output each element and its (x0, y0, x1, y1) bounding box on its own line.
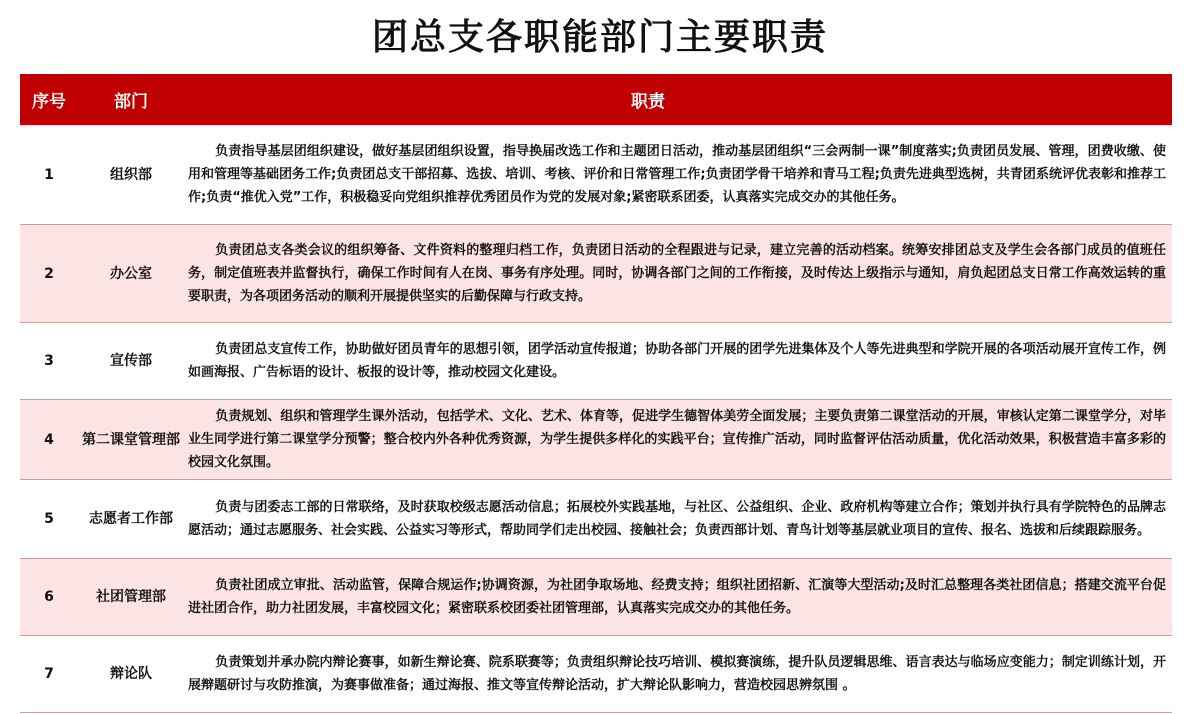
table-row (20, 480, 1172, 559)
header-dept: 部门 (114, 92, 148, 112)
row-duty: 负责与团委志工部的日常联络，及时获取校级志愿活动信息；拓展校外实践基地，与社区、公益组织、企业、政府机构等建立合作；策划并执行具有学院特色的品牌志愿活动；通过志愿服务、社会实践、公益实习等形式，帮助同学们走出校园、接触社会；负责西部计划、青鸟计划等基层就业项目的宣传、报名、选拔和后续跟踪服务。 (188, 500, 1166, 538)
row-dept: 志愿者工作部 (89, 511, 173, 527)
row-dept: 办公室 (110, 265, 152, 282)
row-duty: 负责团总支宣传工作，协助做好团员青年的思想引领，团学活动宣传报道；协助各部门开展的团学先进集体及个人等先进典型和学院开展的各项活动展开宣传工作，例如画海报、广告标语的设计、板报的设计等，推动校园文化建设。 (188, 342, 1166, 380)
row-dept: 第二课堂管理部 (82, 431, 180, 448)
page-title: 团总支各职能部门主要职责 (371, 16, 828, 58)
row-dept: 辩论队 (110, 666, 152, 682)
row-num: 3 (44, 353, 54, 369)
row-dept: 宣传部 (110, 353, 152, 369)
row-duty: 负责团总支各类会议的组织筹备、文件资料的整理归档工作，负责团日活动的全程跟进与记录，建立完善的活动档案。统筹安排团总支及学生会各部门成员的值班任务，制定值班表并监督执行，确保工作时间有人在岗、事务有序处理。同时，协调各部门之间的工作衔接，及时传达上级指示与通知，肩负起团总支日常工作高效运转的重要职责，为各项团务活动的顺利开展提供坚实的后勤保障与行政支持。 (188, 243, 1166, 304)
row-num: 2 (44, 265, 54, 282)
table-header (20, 74, 1172, 125)
table-row (20, 636, 1172, 713)
table-row (20, 400, 1172, 480)
row-num: 1 (44, 166, 54, 183)
header-duty: 职责 (631, 92, 665, 112)
duties-table (20, 74, 1172, 713)
table-row (20, 323, 1172, 400)
row-num: 4 (44, 431, 54, 448)
row-num: 6 (44, 589, 54, 605)
row-duty: 负责社团成立审批、活动监管，保障合规运作;协调资源，为社团争取场地、经费支持；组织社团招新、汇演等大型活动;及时汇总整理各类社团信息；搭建交流平台促进社团合作，助力社团发展，丰富校园文化；紧密联系校团委社团管理部，认真落实完成交办的其他任务。 (188, 578, 1166, 616)
table-row (20, 125, 1172, 225)
row-duty: 负责规划、组织和管理学生课外活动，包括学术、文化、艺术、体育等，促进学生德智体美劳全面发展；主要负责第二课堂活动的开展，审核认定第二课堂学分，对毕业生同学进行第二课堂学分预警；整合校内外各种优秀资源，为学生提供多样化的实践平台；宣传推广活动，同时监督评估活动质量，优化活动效果，积极营造丰富多彩的校园文化氛围。 (188, 409, 1166, 470)
row-dept: 社团管理部 (96, 589, 166, 605)
row-num: 7 (44, 666, 54, 682)
row-duty: 负责指导基层团组织建设，做好基层团组织设置，指导换届改选工作和主题团日活动，推动基层团组织“三会两制一课”制度落实;负责团员发展、管理，团费收缴、使用和管理等基础团务工作;负责团总支干部招募、选拔、培训、考核、评价和日常管理工作;负责团学骨干培养和青马工程;负责先进典型选树，共青团系统评优表彰和推荐工作;负责“推优入党”工作，积极稳妥向党组织推荐优秀团员作为党的发展对象;紧密联系团委，认真落实完成交办的其他任务。 (188, 144, 1166, 205)
table-row (20, 225, 1172, 323)
header-num: 序号 (32, 92, 66, 112)
row-num: 5 (44, 511, 54, 527)
row-duty: 负责策划并承办院内辩论赛事，如新生辩论赛、院系联赛等；负责组织辩论技巧培训、模拟赛演练，提升队员逻辑思维、语言表达与临场应变能力；制定训练计划，开展辩题研讨与攻防推演，为赛事做准备；通过海报、推文等宣传辩论活动，扩大辩论队影响力，营造校园思辨氛围 。 (188, 655, 1166, 693)
table-row (20, 559, 1172, 636)
row-dept: 组织部 (110, 166, 152, 183)
